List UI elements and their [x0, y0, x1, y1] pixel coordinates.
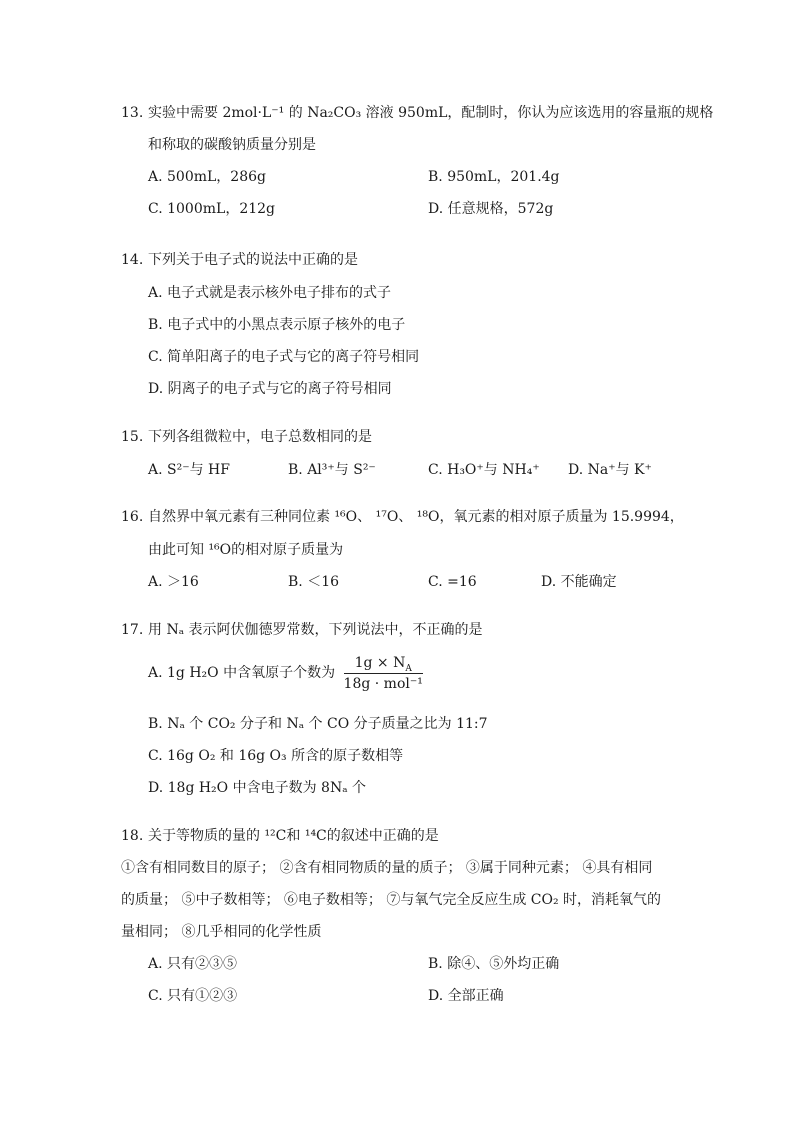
statement-line: 量相同； ⑧几乎相同的化学性质 [121, 924, 322, 940]
option-c[interactable]: C. =16 [428, 574, 477, 590]
question-stem: 关于等物质的量的 ¹²C和 ¹⁴C的叙述中正确的是 [148, 828, 439, 844]
statement-line: ①含有相同数目的原子； ②含有相同物质的量的质子； ③属于同种元素； ④具有相同 [121, 860, 653, 876]
option-b[interactable]: B. Al³⁺与 S²⁻ [288, 462, 376, 478]
question-number: 17. [121, 622, 144, 638]
option-b[interactable]: B. Nₐ 个 CO₂ 分子和 Nₐ 个 CO 分子质量之比为 11:7 [148, 716, 488, 732]
question-number: 18. [121, 828, 144, 844]
option-b[interactable]: B. 电子式中的小黑点表示原子核外的电子 [148, 317, 406, 333]
option-a[interactable]: A. 500mL，286g [148, 169, 266, 185]
question-number: 14. [121, 252, 144, 268]
fraction-denominator: 18g · mol⁻¹ [343, 675, 423, 692]
fraction-numerator: $1g \times N_A$ [344, 654, 423, 674]
fraction-expression [344, 654, 423, 693]
question-stem: 下列各组微粒中，电子总数相同的是 [148, 429, 372, 445]
option-b[interactable]: B. ＜16 [288, 574, 340, 590]
option-d[interactable]: D. 阴离子的电子式与它的离子符号相同 [148, 381, 392, 397]
question-number: 16. [121, 509, 144, 525]
question-stem-continued: 由此可知 ¹⁶O的相对原子质量为 [148, 542, 344, 558]
option-d[interactable]: D. 任意规格，572g [428, 201, 554, 217]
question-stem-continued: 和称取的碳酸钠质量分别是 [148, 137, 316, 153]
option-a[interactable]: A. S²⁻与 HF [148, 462, 230, 478]
statement-line: 的质量； ⑤中子数相等； ⑥电子数相等； ⑦与氧气完全反应生成 CO₂ 时，消耗氧气的 [121, 892, 662, 908]
option-a[interactable] [148, 651, 423, 695]
option-a[interactable]: A. ＞16 [148, 574, 199, 590]
option-c[interactable]: C. H₃O⁺与 NH₄⁺ [428, 462, 540, 478]
question-number: 13. [121, 105, 144, 121]
question-stem: 实验中需要 2mol·L⁻¹ 的 Na₂CO₃ 溶液 950mL，配制时，你认为应该选用的容量瓶的规格 [148, 105, 714, 121]
option-c[interactable]: C. 16g O₂ 和 16g O₃ 所含的原子数相等 [148, 748, 404, 764]
option-d[interactable]: D. 18g H₂O 中含电子数为 8Nₐ 个 [148, 780, 367, 796]
option-d[interactable]: D. 全部正确 [428, 988, 504, 1004]
question-stem: 下列关于电子式的说法中正确的是 [148, 252, 358, 268]
option-c[interactable]: C. 只有①②③ [148, 988, 238, 1004]
option-c[interactable]: C. 简单阳离子的电子式与它的离子符号相同 [148, 349, 420, 365]
option-a-text: A. 1g H₂O 中含氧原子个数为 [148, 665, 336, 681]
option-b[interactable]: B. 除④、⑤外均正确 [428, 956, 560, 972]
question-number: 15. [121, 429, 144, 445]
question-stem: 用 Nₐ 表示阿伏伽德罗常数，下列说法中，不正确的是 [148, 622, 483, 638]
option-a[interactable]: A. 只有②③⑤ [148, 956, 238, 972]
option-a[interactable]: A. 电子式就是表示核外电子排布的式子 [148, 285, 392, 301]
option-d[interactable]: D. 不能确定 [541, 574, 617, 590]
option-d[interactable]: D. Na⁺与 K⁺ [568, 462, 652, 478]
option-b[interactable]: B. 950mL，201.4g [428, 169, 560, 185]
question-stem: 自然界中氧元素有三种同位素 ¹⁶O、 ¹⁷O、 ¹⁸O，氧元素的相对原子质量为 15.9994， [148, 509, 684, 525]
option-c[interactable]: C. 1000mL，212g [148, 201, 275, 217]
